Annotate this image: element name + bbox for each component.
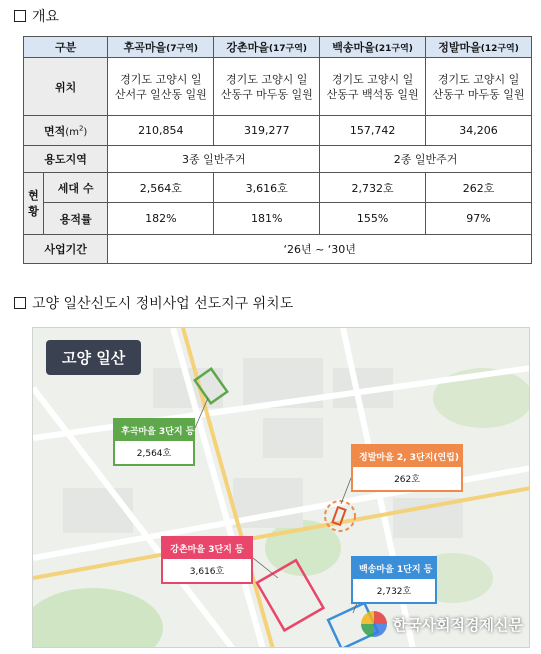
- newspaper-logo-icon: [361, 611, 387, 637]
- period-cell: ‘26년 ~ ‘30년: [108, 235, 532, 264]
- callout-value: 2,564호: [136, 449, 172, 459]
- households-cell-4: 262호: [426, 173, 532, 203]
- row-label-zoning: 용도지역: [24, 146, 108, 173]
- callout-value: 262호: [394, 475, 420, 485]
- callout-value: 3,616호: [189, 567, 225, 577]
- far-cell-3: 155%: [320, 203, 426, 235]
- header-label: 구분: [24, 37, 108, 58]
- header-col-4: 정발마을(12구역): [426, 37, 532, 58]
- zoning-cell-2: 2종 일반주거: [320, 146, 532, 173]
- households-cell-3: 2,732호: [320, 173, 426, 203]
- area-cell-3: 157,742: [320, 116, 426, 146]
- header-col-2: 강촌마을(17구역): [214, 37, 320, 58]
- table-row-location: [24, 58, 532, 116]
- callout-title: 후곡마을 3단지 등: [115, 420, 193, 441]
- callout-gangchon: [161, 536, 253, 584]
- zoning-cell-1: 3종 일반주거: [108, 146, 320, 173]
- section-heading-text: 개요: [32, 9, 60, 25]
- checkbox-square-icon: [14, 297, 26, 309]
- location-cell-1: 경기도 고양시 일 산서구 일산동 일원: [108, 58, 214, 116]
- table-header-row: [24, 37, 532, 58]
- callout-title: 백송마을 1단지 등: [353, 558, 435, 579]
- far-cell-1: 182%: [108, 203, 214, 235]
- far-cell-2: 181%: [214, 203, 320, 235]
- header-col-3: 백송마을(21구역): [320, 37, 426, 58]
- households-cell-2: 3,616호: [214, 173, 320, 203]
- callout-title: 강촌마을 3단지 등: [163, 538, 251, 559]
- table-row-area: [24, 116, 532, 146]
- location-map: [32, 327, 530, 648]
- location-cell-4: 경기도 고양시 일 산동구 마두동 일원: [426, 58, 532, 116]
- map-title: 고양 일산: [46, 340, 141, 375]
- row-label-area: 면적$(m^2)$: [24, 116, 108, 146]
- row-label-far: 용적률: [43, 203, 107, 235]
- households-cell-1: 2,564호: [108, 173, 214, 203]
- row-label-households: 세대 수: [43, 173, 107, 203]
- section-heading-overview: [14, 6, 59, 26]
- callout-baeksong: [351, 556, 437, 604]
- watermark-text: 한국사회적경제신문: [392, 615, 523, 634]
- callout-title: 정발마을 2, 3단지(연립): [353, 446, 461, 467]
- header-col-1: 후곡마을(7구역): [108, 37, 214, 58]
- section-heading-text: 고양 일산신도시 정비사업 선도지구 위치도: [32, 296, 294, 312]
- section-heading-map: [14, 293, 293, 313]
- checkbox-square-icon: [14, 10, 26, 22]
- callout-hugok: [113, 418, 195, 466]
- row-label-period: 사업기간: [24, 235, 108, 264]
- area-cell-2: 319,277: [214, 116, 320, 146]
- overview-table: [23, 36, 532, 264]
- callout-value: 2,732호: [376, 587, 412, 597]
- row-label-location: 위치: [24, 58, 108, 116]
- callout-jeongbal: [351, 444, 463, 492]
- area-cell-1: 210,854: [108, 116, 214, 146]
- table-row-period: [24, 235, 532, 264]
- area-cell-4: 34,206: [426, 116, 532, 146]
- far-cell-4: 97%: [426, 203, 532, 235]
- table-row-households: [24, 173, 532, 203]
- location-cell-3: 경기도 고양시 일 산동구 백석동 일원: [320, 58, 426, 116]
- row-label-status: 현 황: [24, 173, 44, 235]
- watermark: [361, 611, 523, 637]
- location-cell-2: 경기도 고양시 일 산동구 마두동 일원: [214, 58, 320, 116]
- table-row-zoning: [24, 146, 532, 173]
- table-row-far: [24, 203, 532, 235]
